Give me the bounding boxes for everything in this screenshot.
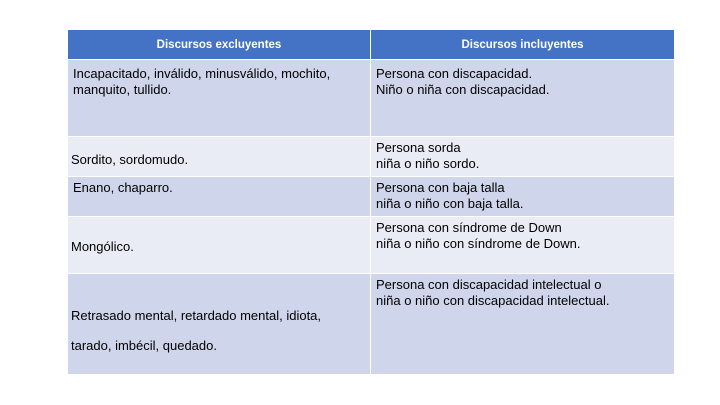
table-row bbox=[68, 274, 675, 375]
cell-text: niña o niño con discapacidad intelectual. bbox=[376, 293, 610, 308]
header-row bbox=[68, 30, 675, 60]
table-row bbox=[68, 137, 675, 177]
cell-text: Niño o niña con discapacidad. bbox=[376, 82, 550, 97]
table-row bbox=[68, 60, 675, 137]
cell-text: niña o niño con baja talla. bbox=[376, 196, 524, 211]
including-cell bbox=[371, 177, 675, 217]
cell-text: Sordito, sordomudo. bbox=[71, 152, 189, 167]
cell-text: Retrasado mental, retardado mental, idiota, bbox=[71, 308, 322, 323]
header-excluding: Discursos excluyentes bbox=[68, 30, 371, 60]
table-row bbox=[68, 177, 675, 217]
excluding-cell bbox=[68, 177, 371, 217]
excluding-cell bbox=[68, 217, 371, 274]
cell-text: Persona con baja talla bbox=[376, 180, 505, 195]
including-cell bbox=[371, 137, 675, 177]
cell-text: niña o niño sordo. bbox=[376, 156, 480, 171]
excluding-cell bbox=[68, 137, 371, 177]
cell-text: Persona sorda bbox=[376, 140, 461, 155]
cell-text: Persona con discapacidad intelectual o bbox=[376, 277, 602, 292]
header-including: Discursos incluyentes bbox=[371, 30, 675, 60]
cell-text: manquito, tullido. bbox=[73, 82, 172, 97]
cell-text: Persona con discapacidad. bbox=[376, 66, 533, 81]
cell-text: niña o niño con síndrome de Down. bbox=[376, 236, 581, 251]
cell-text: Persona con síndrome de Down bbox=[376, 220, 562, 235]
discourse-table bbox=[67, 29, 675, 375]
cell-text: tarado, imbécil, quedado. bbox=[71, 338, 217, 353]
including-cell bbox=[371, 274, 675, 375]
excluding-cell bbox=[68, 60, 371, 137]
including-cell bbox=[371, 60, 675, 137]
table-row bbox=[68, 217, 675, 274]
cell-text: Mongólico. bbox=[71, 239, 134, 254]
including-cell bbox=[371, 217, 675, 274]
cell-text: Incapacitado, inválido, minusválido, mochito, bbox=[73, 66, 331, 81]
cell-text: Enano, chaparro. bbox=[73, 180, 173, 195]
excluding-cell bbox=[68, 274, 371, 375]
